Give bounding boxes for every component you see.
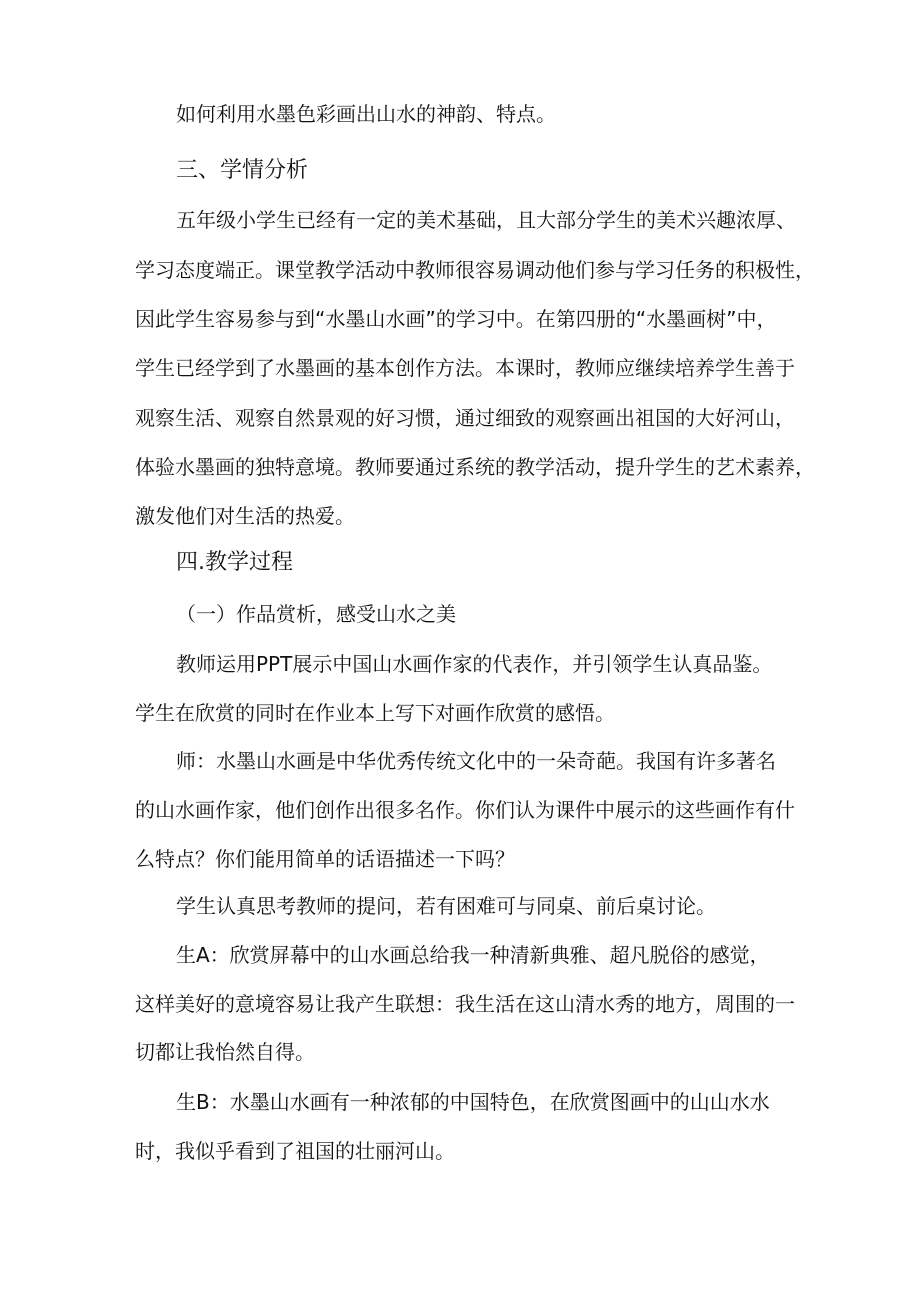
- paragraph-line: 学习态度端正。课堂教学活动中教师很容易调动他们参与学习任务的积极性，: [135, 258, 815, 282]
- paragraph-line: 生B：水墨山水画有一种浓郁的中国特色，在欣赏图画中的山山水水: [176, 1090, 770, 1114]
- paragraph-line: 学生认真思考教师的提问，若有困难可与同桌、前后桌讨论。: [176, 894, 716, 918]
- paragraph-line: 因此学生容易参与到“水墨山水画”的学习中。在第四册的“水墨画树”中，: [135, 307, 777, 331]
- paragraph-line: 师：水墨山水画是中华优秀传统文化中的一朵奇葩。我国有许多著名: [176, 749, 776, 773]
- paragraph-line: 这样美好的意境容易让我产生联想：我生活在这山清水秀的地方，周围的一: [135, 992, 795, 1016]
- paragraph-line: 学生已经学到了水墨画的基本创作方法。本课时，教师应继续培养学生善于: [135, 356, 795, 380]
- paragraph-line: 学生在欣赏的同时在作业本上写下对画作欣赏的感悟。: [135, 701, 615, 725]
- section-heading: 三、学情分析: [176, 158, 309, 183]
- paragraph-line: 生A：欣赏屏幕中的山水画总给我一种清新典雅、超凡脱俗的感觉，: [176, 943, 770, 967]
- paragraph-line: 时，我似乎看到了祖国的壮丽河山。: [135, 1139, 455, 1163]
- paragraph-line: 观察生活、观察自然景观的好习惯，通过细致的观察画出祖国的大好河山，: [135, 406, 795, 430]
- paragraph-line: 激发他们对生活的热爱。: [135, 504, 355, 528]
- paragraph-line: 教师运用PPT展示中国山水画作家的代表作，并引领学生认真品鉴。: [176, 652, 773, 676]
- paragraph-line: 的山水画作家，他们创作出很多名作。你们认为课件中展示的这些画作有什: [135, 798, 795, 822]
- paragraph-line: 切都让我怡然自得。: [135, 1040, 315, 1064]
- subsection-heading: （一）作品赏析，感受山水之美: [176, 602, 456, 626]
- paragraph-line: 五年级小学生已经有一定的美术基础，且大部分学生的美术兴趣浓厚、: [176, 208, 796, 232]
- paragraph-line: 体验水墨画的独特意境。教师要通过系统的教学活动，提升学生的艺术素养，: [135, 455, 815, 479]
- paragraph-line: 么特点？你们能用简单的话语描述一下吗？: [135, 847, 515, 871]
- section-heading: 四.教学过程: [176, 550, 293, 575]
- paragraph-line: 如何利用水墨色彩画出山水的神韵、特点。: [176, 102, 556, 126]
